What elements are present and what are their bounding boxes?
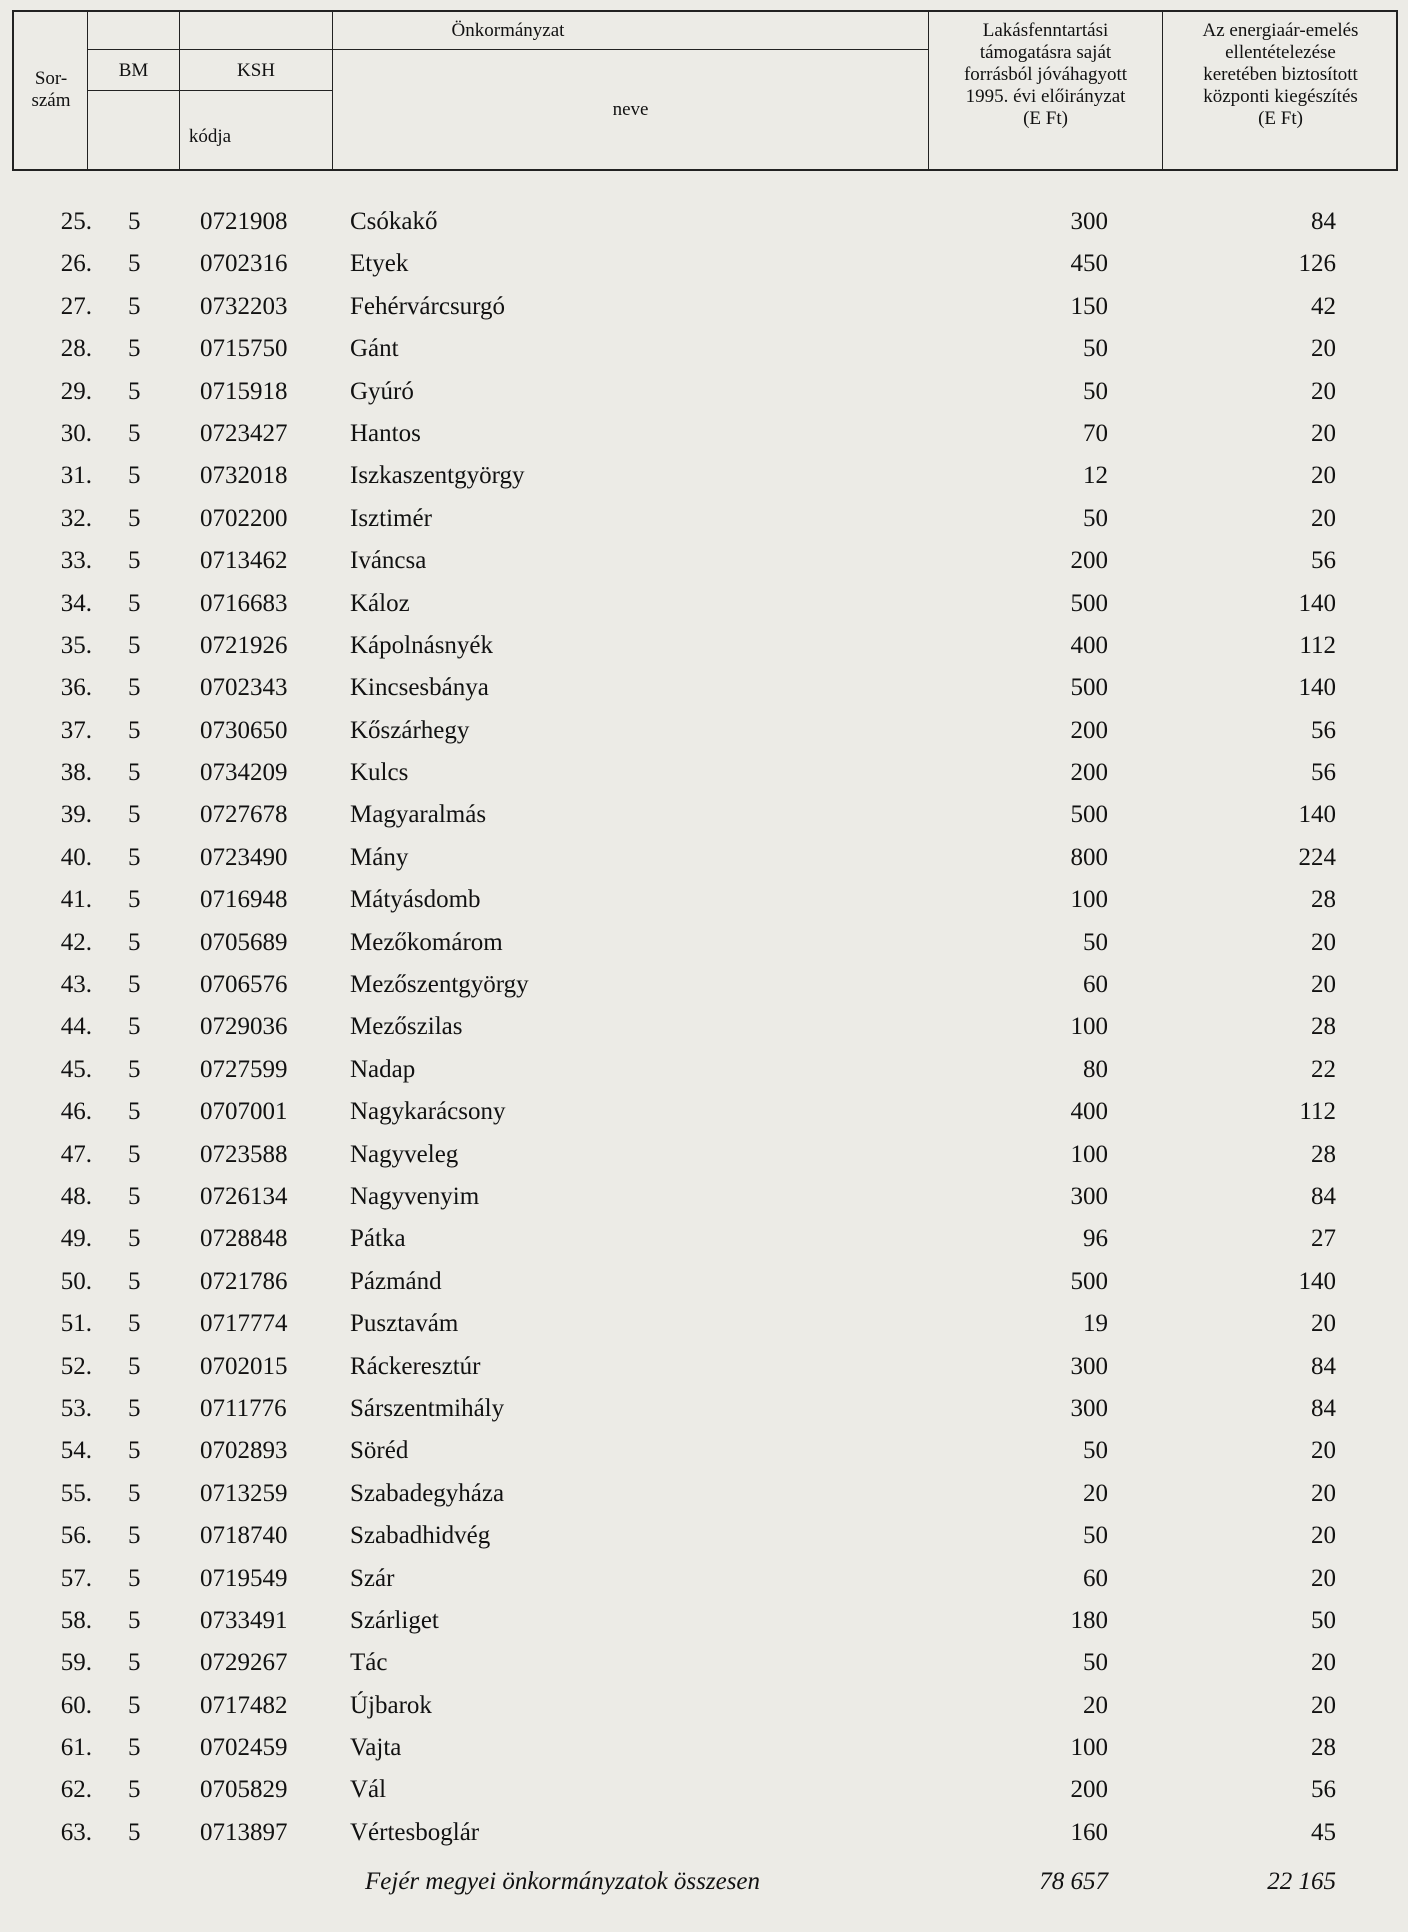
- row-ksh-code: 0713897: [200, 1818, 288, 1846]
- row-number: 25.: [60, 208, 92, 235]
- row-municipality-name: Szabadegyháza: [350, 1479, 505, 1507]
- table-row: [0, 878, 1408, 920]
- header-ksh: KSH: [236, 60, 275, 81]
- row-bm-code: 5: [128, 1734, 141, 1762]
- row-bm-code: 5: [128, 1649, 141, 1677]
- row-housing-support: 300: [1070, 1182, 1108, 1210]
- row-number: 48.: [60, 1182, 92, 1210]
- row-number: 35.: [60, 631, 92, 659]
- row-energy-compensation: 20: [1311, 419, 1336, 447]
- row-number: 40.: [60, 843, 92, 871]
- row-housing-support: 300: [1070, 1394, 1108, 1422]
- row-housing-support: 100: [1070, 1734, 1108, 1762]
- row-ksh-code: 0721786: [200, 1267, 288, 1295]
- header-onkormanyzat: Önkormányzat: [451, 20, 565, 41]
- row-ksh-code: 0721908: [200, 208, 288, 235]
- row-ksh-code: 0702893: [200, 1437, 288, 1465]
- table-row: [0, 1387, 1408, 1429]
- table-row: [0, 793, 1408, 835]
- row-ksh-code: 0702200: [200, 504, 288, 532]
- row-housing-support: 400: [1070, 1098, 1108, 1126]
- row-energy-compensation: 45: [1311, 1818, 1336, 1846]
- table-row: [0, 1005, 1408, 1047]
- table-row: [0, 200, 1408, 242]
- row-energy-compensation: 224: [1298, 843, 1336, 871]
- row-bm-code: 5: [128, 419, 141, 447]
- row-energy-compensation: 28: [1311, 886, 1336, 914]
- table-row: [0, 412, 1408, 454]
- header-kodja: kódja: [188, 126, 232, 147]
- row-bm-code: 5: [128, 759, 141, 787]
- row-housing-support: 100: [1070, 1140, 1108, 1168]
- row-municipality-name: Vértesboglár: [350, 1818, 480, 1846]
- row-bm-code: 5: [128, 589, 141, 617]
- row-energy-compensation: 56: [1311, 547, 1336, 575]
- row-municipality-name: Nagykarácsony: [350, 1098, 506, 1126]
- table-row: [0, 1726, 1408, 1768]
- row-municipality-name: Szabadhidvég: [350, 1522, 491, 1550]
- row-housing-support: 200: [1070, 547, 1108, 575]
- table-row: [0, 1429, 1408, 1471]
- row-energy-compensation: 20: [1311, 1522, 1336, 1550]
- row-municipality-name: Kőszárhegy: [350, 716, 470, 744]
- row-housing-support: 50: [1083, 377, 1108, 405]
- row-housing-support: 70: [1083, 419, 1108, 447]
- table-row: [0, 1641, 1408, 1683]
- row-energy-compensation: 84: [1311, 1394, 1336, 1422]
- row-number: 36.: [60, 674, 92, 702]
- row-ksh-code: 0723427: [200, 419, 288, 447]
- row-housing-support: 500: [1070, 674, 1108, 702]
- row-ksh-code: 0716948: [200, 886, 288, 914]
- row-energy-compensation: 56: [1311, 716, 1336, 744]
- row-housing-support: 500: [1070, 589, 1108, 617]
- table-row: [0, 963, 1408, 1005]
- row-energy-compensation: 112: [1299, 1098, 1336, 1126]
- row-ksh-code: 0732203: [200, 292, 288, 320]
- row-housing-support: 20: [1083, 1691, 1108, 1719]
- row-number: 38.: [60, 759, 92, 787]
- row-bm-code: 5: [128, 1606, 141, 1634]
- row-municipality-name: Etyek: [350, 250, 409, 278]
- row-bm-code: 5: [128, 1140, 141, 1168]
- row-bm-code: 5: [128, 1182, 141, 1210]
- row-municipality-name: Vajta: [350, 1734, 402, 1762]
- row-energy-compensation: 20: [1311, 1437, 1336, 1465]
- row-ksh-code: 0705689: [200, 928, 288, 956]
- row-number: 30.: [60, 419, 92, 447]
- row-ksh-code: 0732018: [200, 462, 288, 490]
- row-bm-code: 5: [128, 801, 141, 829]
- row-bm-code: 5: [128, 674, 141, 702]
- row-number: 43.: [60, 971, 92, 999]
- row-municipality-name: Fehérvárcsurgó: [350, 292, 506, 320]
- row-municipality-name: Káloz: [350, 589, 410, 617]
- row-housing-support: 60: [1083, 1564, 1108, 1592]
- row-housing-support: 50: [1083, 335, 1108, 363]
- table-row: [0, 1048, 1408, 1090]
- row-bm-code: 5: [128, 462, 141, 490]
- row-municipality-name: Vál: [350, 1776, 387, 1804]
- row-number: 53.: [60, 1394, 92, 1422]
- row-energy-compensation: 20: [1311, 1479, 1336, 1507]
- row-municipality-name: Gánt: [350, 335, 399, 363]
- row-bm-code: 5: [128, 1522, 141, 1550]
- row-municipality-name: Gyúró: [350, 377, 414, 405]
- table-row: [0, 1557, 1408, 1599]
- row-number: 39.: [60, 801, 92, 829]
- table-row: [0, 1133, 1408, 1175]
- row-number: 32.: [60, 504, 92, 532]
- row-number: 28.: [60, 335, 92, 363]
- row-municipality-name: Újbarok: [350, 1691, 432, 1719]
- row-municipality-name: Isztimér: [350, 504, 432, 532]
- row-ksh-code: 0728848: [200, 1225, 288, 1253]
- row-municipality-name: Söréd: [350, 1437, 409, 1465]
- row-housing-support: 200: [1070, 1776, 1108, 1804]
- row-energy-compensation: 20: [1311, 462, 1336, 490]
- total-fund: 78 657: [1039, 1868, 1108, 1895]
- row-bm-code: 5: [128, 1818, 141, 1846]
- header-lakasfenntartasi: Lakásfenntartási támogatásra saját forrásból jóváhagyott 1995. évi előirányzat (E Ft): [963, 20, 1128, 129]
- row-ksh-code: 0716683: [200, 589, 288, 617]
- table-row: [0, 709, 1408, 751]
- table-row: [0, 1811, 1408, 1853]
- table-row: [0, 1175, 1408, 1217]
- row-number: 60.: [60, 1691, 92, 1719]
- row-housing-support: 20: [1083, 1479, 1108, 1507]
- row-bm-code: 5: [128, 1352, 141, 1380]
- row-bm-code: 5: [128, 1564, 141, 1592]
- row-number: 47.: [60, 1140, 92, 1168]
- table-row: [0, 327, 1408, 369]
- row-ksh-code: 0706576: [200, 971, 288, 999]
- row-energy-compensation: 20: [1311, 928, 1336, 956]
- row-number: 58.: [60, 1606, 92, 1634]
- row-municipality-name: Sárszentmihály: [350, 1394, 505, 1422]
- row-municipality-name: Kulcs: [350, 759, 409, 787]
- table-row: [0, 1599, 1408, 1641]
- table-row: [0, 1514, 1408, 1556]
- row-energy-compensation: 84: [1311, 1182, 1336, 1210]
- row-number: 31.: [60, 462, 92, 490]
- row-bm-code: 5: [128, 631, 141, 659]
- row-municipality-name: Mezőszentgyörgy: [350, 971, 529, 999]
- row-energy-compensation: 50: [1311, 1606, 1336, 1634]
- row-number: 54.: [60, 1437, 92, 1465]
- row-housing-support: 500: [1070, 801, 1108, 829]
- row-housing-support: 800: [1070, 843, 1108, 871]
- row-municipality-name: Pusztavám: [350, 1310, 459, 1338]
- table-row: [0, 1090, 1408, 1132]
- row-bm-code: 5: [128, 886, 141, 914]
- row-bm-code: 5: [128, 843, 141, 871]
- row-municipality-name: Iváncsa: [350, 547, 427, 575]
- table-row: [0, 242, 1408, 284]
- row-number: 45.: [60, 1055, 92, 1083]
- row-energy-compensation: 84: [1311, 1352, 1336, 1380]
- row-energy-compensation: 84: [1311, 208, 1336, 235]
- row-ksh-code: 0717482: [200, 1691, 288, 1719]
- row-ksh-code: 0718740: [200, 1522, 288, 1550]
- row-number: 26.: [60, 250, 92, 278]
- row-bm-code: 5: [128, 1479, 141, 1507]
- row-municipality-name: Szárliget: [350, 1606, 439, 1634]
- header-energiaar: Az energiaár-emelés ellentételezése keretében biztosított központi kiegészítés (E Ft): [1202, 20, 1359, 129]
- row-municipality-name: Tác: [350, 1649, 388, 1677]
- row-ksh-code: 0713259: [200, 1479, 288, 1507]
- row-number: 27.: [60, 292, 92, 320]
- table-row: [0, 1684, 1408, 1726]
- row-energy-compensation: 140: [1298, 801, 1336, 829]
- row-municipality-name: Nadap: [350, 1055, 416, 1083]
- row-bm-code: 5: [128, 547, 141, 575]
- row-municipality-name: Iszkaszentgyörgy: [350, 462, 525, 490]
- row-housing-support: 50: [1083, 1649, 1108, 1677]
- row-housing-support: 50: [1083, 1522, 1108, 1550]
- row-ksh-code: 0729267: [200, 1649, 288, 1677]
- row-number: 63.: [60, 1818, 92, 1846]
- table-row: [0, 454, 1408, 496]
- row-ksh-code: 0727599: [200, 1055, 288, 1083]
- row-ksh-code: 0733491: [200, 1606, 288, 1634]
- row-energy-compensation: 20: [1311, 1564, 1336, 1592]
- row-energy-compensation: 20: [1311, 971, 1336, 999]
- row-energy-compensation: 42: [1311, 292, 1336, 320]
- row-energy-compensation: 140: [1298, 589, 1336, 617]
- row-housing-support: 450: [1070, 250, 1108, 278]
- row-number: 50.: [60, 1267, 92, 1295]
- row-bm-code: 5: [128, 1055, 141, 1083]
- row-ksh-code: 0734209: [200, 759, 288, 787]
- row-housing-support: 180: [1070, 1606, 1108, 1634]
- row-ksh-code: 0707001: [200, 1098, 288, 1126]
- row-energy-compensation: 56: [1311, 1776, 1336, 1804]
- row-energy-compensation: 56: [1311, 759, 1336, 787]
- row-ksh-code: 0723490: [200, 843, 288, 871]
- row-housing-support: 200: [1070, 759, 1108, 787]
- row-number: 33.: [60, 547, 92, 575]
- row-number: 29.: [60, 377, 92, 405]
- table-row: [0, 921, 1408, 963]
- row-bm-code: 5: [128, 1437, 141, 1465]
- table-row: [0, 1345, 1408, 1387]
- row-number: 49.: [60, 1225, 92, 1253]
- row-ksh-code: 0715750: [200, 335, 288, 363]
- table-row: [0, 1260, 1408, 1302]
- row-bm-code: 5: [128, 377, 141, 405]
- row-municipality-name: Szár: [350, 1564, 395, 1592]
- row-bm-code: 5: [128, 335, 141, 363]
- row-bm-code: 5: [128, 250, 141, 278]
- row-municipality-name: Mátyásdomb: [350, 886, 481, 914]
- table-row: [0, 751, 1408, 793]
- row-ksh-code: 0713462: [200, 547, 288, 575]
- table-row: [0, 582, 1408, 624]
- row-ksh-code: 0715918: [200, 377, 288, 405]
- row-ksh-code: 0702316: [200, 250, 288, 278]
- table-row: [0, 666, 1408, 708]
- row-housing-support: 200: [1070, 716, 1108, 744]
- row-ksh-code: 0723588: [200, 1140, 288, 1168]
- row-bm-code: 5: [128, 1394, 141, 1422]
- table-row: [0, 497, 1408, 539]
- row-bm-code: 5: [128, 1267, 141, 1295]
- row-ksh-code: 0702343: [200, 674, 288, 702]
- row-energy-compensation: 28: [1311, 1734, 1336, 1762]
- row-municipality-name: Hantos: [350, 419, 421, 447]
- row-ksh-code: 0717774: [200, 1310, 288, 1338]
- row-energy-compensation: 20: [1311, 1310, 1336, 1338]
- row-number: 55.: [60, 1479, 92, 1507]
- row-housing-support: 400: [1070, 631, 1108, 659]
- row-bm-code: 5: [128, 208, 141, 235]
- row-number: 59.: [60, 1649, 92, 1677]
- table-row: [0, 624, 1408, 666]
- row-housing-support: 50: [1083, 928, 1108, 956]
- table-row: [0, 285, 1408, 327]
- row-housing-support: 12: [1083, 462, 1108, 490]
- row-municipality-name: Nagyvenyim: [350, 1182, 480, 1210]
- row-ksh-code: 0702015: [200, 1352, 288, 1380]
- row-energy-compensation: 27: [1311, 1225, 1336, 1253]
- row-housing-support: 50: [1083, 1437, 1108, 1465]
- row-ksh-code: 0729036: [200, 1013, 288, 1041]
- total-compensation: 22 165: [1267, 1868, 1336, 1895]
- row-bm-code: 5: [128, 1098, 141, 1126]
- row-housing-support: 80: [1083, 1055, 1108, 1083]
- row-number: 56.: [60, 1522, 92, 1550]
- header-sorszam: Sor- szám: [31, 68, 71, 111]
- row-bm-code: 5: [128, 971, 141, 999]
- row-ksh-code: 0730650: [200, 716, 288, 744]
- row-housing-support: 50: [1083, 504, 1108, 532]
- row-ksh-code: 0727678: [200, 801, 288, 829]
- row-energy-compensation: 28: [1311, 1013, 1336, 1041]
- row-bm-code: 5: [128, 1225, 141, 1253]
- row-municipality-name: Pátka: [350, 1225, 406, 1253]
- header-neve: neve: [612, 99, 649, 120]
- row-housing-support: 160: [1070, 1818, 1108, 1846]
- row-housing-support: 300: [1070, 1352, 1108, 1380]
- row-municipality-name: Mány: [350, 843, 409, 871]
- row-municipality-name: Kápolnásnyék: [350, 631, 494, 659]
- row-bm-code: 5: [128, 928, 141, 956]
- row-number: 61.: [60, 1734, 92, 1762]
- table-row: [0, 1217, 1408, 1259]
- row-energy-compensation: 20: [1311, 377, 1336, 405]
- row-number: 42.: [60, 928, 92, 956]
- row-number: 62.: [60, 1776, 92, 1804]
- row-number: 52.: [60, 1352, 92, 1380]
- row-municipality-name: Nagyveleg: [350, 1140, 459, 1168]
- row-energy-compensation: 126: [1298, 250, 1336, 278]
- row-energy-compensation: 140: [1298, 674, 1336, 702]
- row-bm-code: 5: [128, 504, 141, 532]
- row-ksh-code: 0726134: [200, 1182, 288, 1210]
- row-bm-code: 5: [128, 292, 141, 320]
- table-header: [12, 10, 1398, 171]
- row-bm-code: 5: [128, 1691, 141, 1719]
- table-body: [0, 200, 1408, 1853]
- row-energy-compensation: 20: [1311, 504, 1336, 532]
- row-housing-support: 100: [1070, 886, 1108, 914]
- row-bm-code: 5: [128, 716, 141, 744]
- row-bm-code: 5: [128, 1310, 141, 1338]
- row-ksh-code: 0705829: [200, 1776, 288, 1804]
- table-row: [0, 370, 1408, 412]
- row-energy-compensation: 20: [1311, 335, 1336, 363]
- row-number: 44.: [60, 1013, 92, 1041]
- table-row: [0, 836, 1408, 878]
- row-housing-support: 500: [1070, 1267, 1108, 1295]
- table-row: [0, 1768, 1408, 1810]
- total-label: Fejér megyei önkormányzatok összesen: [365, 1868, 761, 1895]
- row-number: 51.: [60, 1310, 92, 1338]
- row-energy-compensation: 20: [1311, 1691, 1336, 1719]
- row-number: 41.: [60, 886, 92, 914]
- row-municipality-name: Mezőszilas: [350, 1013, 463, 1041]
- table-row: [0, 1302, 1408, 1344]
- row-housing-support: 96: [1083, 1225, 1108, 1253]
- row-energy-compensation: 140: [1298, 1267, 1336, 1295]
- table-row: [0, 1472, 1408, 1514]
- row-number: 46.: [60, 1098, 92, 1126]
- row-number: 37.: [60, 716, 92, 744]
- row-ksh-code: 0702459: [200, 1734, 288, 1762]
- row-ksh-code: 0711776: [200, 1394, 287, 1422]
- row-number: 34.: [60, 589, 92, 617]
- row-municipality-name: Ráckeresztúr: [350, 1352, 481, 1380]
- row-energy-compensation: 20: [1311, 1649, 1336, 1677]
- header-bm: BM: [118, 60, 149, 81]
- row-municipality-name: Magyaralmás: [350, 801, 487, 829]
- row-municipality-name: Mezőkomárom: [350, 928, 503, 956]
- row-energy-compensation: 22: [1311, 1055, 1336, 1083]
- row-municipality-name: Pázmánd: [350, 1267, 442, 1295]
- row-municipality-name: Csókakő: [350, 208, 438, 235]
- row-ksh-code: 0721926: [200, 631, 288, 659]
- row-ksh-code: 0719549: [200, 1564, 288, 1592]
- row-bm-code: 5: [128, 1776, 141, 1804]
- row-energy-compensation: 28: [1311, 1140, 1336, 1168]
- total-row: [0, 1862, 1408, 1902]
- table-row: [0, 539, 1408, 581]
- row-bm-code: 5: [128, 1013, 141, 1041]
- row-housing-support: 150: [1070, 292, 1108, 320]
- row-number: 57.: [60, 1564, 92, 1592]
- row-housing-support: 100: [1070, 1013, 1108, 1041]
- row-housing-support: 19: [1083, 1310, 1108, 1338]
- row-housing-support: 300: [1070, 208, 1108, 235]
- row-housing-support: 60: [1083, 971, 1108, 999]
- row-municipality-name: Kincsesbánya: [350, 674, 489, 702]
- row-energy-compensation: 112: [1299, 631, 1336, 659]
